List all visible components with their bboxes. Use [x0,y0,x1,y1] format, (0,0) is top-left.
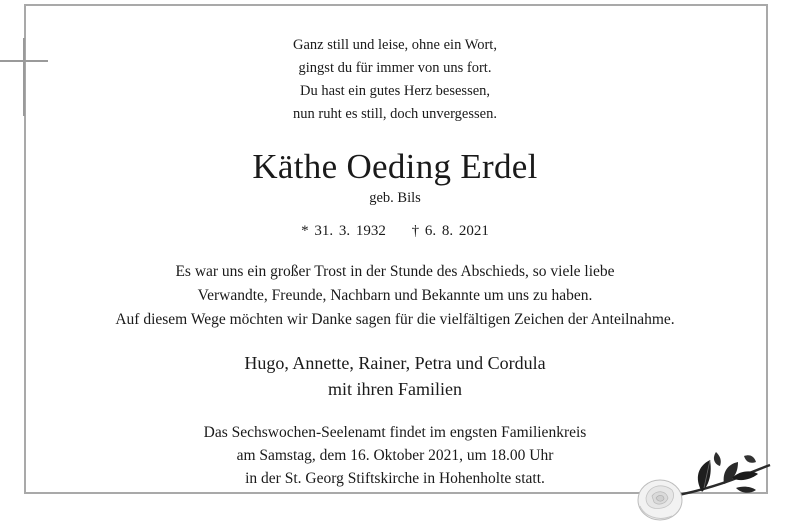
life-dates [30,220,760,242]
poem-line: Ganz still und leise, ohne ein Wort, [293,37,497,53]
mass-line: am Samstag, dem 16. Oktober 2021, um 18.00 Uhr [236,447,554,464]
family-signature [30,350,760,402]
family-names: Hugo, Annette, Rainer, Petra und Cordula [244,353,546,373]
thanks-line: Auf diesem Wege möchten wir Danke sagen für die vielfältigen Zeichen der Anteilnahme. [115,311,675,328]
poem-line: gingst du für immer von uns fort. [298,60,492,76]
poem-line: nun ruht es still, doch unvergessen. [293,106,497,122]
poem [30,34,760,126]
birth-date: * 31. 3. 1932 [301,223,386,239]
obituary-notice [30,34,760,490]
mass-line: Das Sechswochen-Seelenamt findet im engsten Familienkreis [203,424,587,441]
mass-line: in der St. Georg Stiftskirche in Hohenholte statt. [245,470,545,487]
poem-line: Du hast ein gutes Herz besessen, [299,83,491,99]
maiden-name: geb. Bils [369,190,421,206]
rose-icon [632,448,772,523]
deceased-name: Käthe Oeding Erdel [252,147,538,186]
death-date: † 6. 8. 2021 [411,223,489,239]
thanks-line: Verwandte, Freunde, Nachbarn und Bekannte um uns zu haben. [197,287,593,304]
family-suffix: mit ihren Familien [328,379,462,399]
thanks-paragraph [30,260,760,332]
thanks-line: Es war uns ein großer Trost in der Stunde des Abschieds, so viele liebe [175,263,615,280]
